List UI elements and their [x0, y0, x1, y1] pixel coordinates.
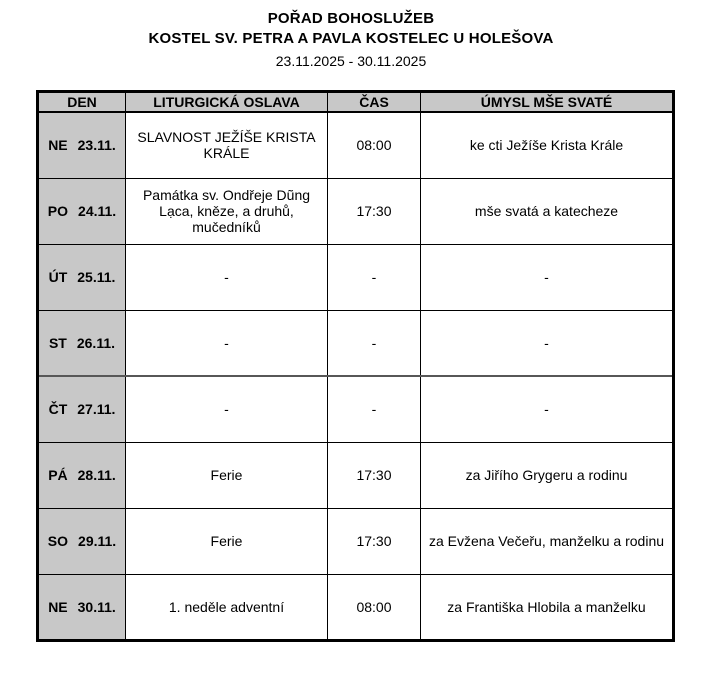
day-abbrev: PÁ [48, 467, 68, 483]
day-label [44, 137, 120, 153]
col-header-liturgicka-oslava: LITURGICKÁ OSLAVA [126, 92, 328, 113]
day-label [44, 599, 120, 615]
time-cell: 17:30 [328, 442, 421, 508]
celebration-cell: - [126, 244, 328, 310]
day-abbrev: PO [47, 203, 69, 219]
col-header-umysl: ÚMYSL MŠE SVATÉ [421, 92, 674, 113]
page-title: POŘAD BOHOSLUŽEB [267, 10, 435, 27]
time-cell: 17:30 [328, 508, 421, 574]
table-row [38, 178, 674, 244]
time-cell: - [328, 244, 421, 310]
day-label [44, 533, 120, 549]
day-date: 23.11. [77, 137, 116, 154]
day-abbrev: ÚT [48, 269, 68, 285]
day-cell [38, 574, 126, 640]
day-abbrev: SO [47, 533, 69, 549]
day-date: 30.11. [77, 598, 116, 615]
col-header-cas: ČAS [328, 92, 421, 113]
col-header-den: DEN [38, 92, 126, 113]
table-row [38, 376, 674, 442]
table-row [38, 112, 674, 178]
day-label [44, 269, 120, 285]
day-label [44, 401, 120, 417]
intention-cell: za Františka Hlobila a manželku [421, 574, 674, 640]
day-date: 29.11. [78, 533, 117, 549]
celebration-cell: SLAVNOST JEŽÍŠE KRISTA KRÁLE [126, 112, 328, 178]
day-label [44, 335, 120, 351]
day-date: 24.11. [78, 203, 117, 219]
day-cell [38, 244, 126, 310]
intention-cell: za Evžena Večeřu, manželku a rodinu [421, 508, 674, 574]
day-cell [38, 310, 126, 376]
day-date: 25.11. [77, 269, 116, 285]
day-abbrev: NE [48, 137, 68, 154]
time-cell: - [328, 310, 421, 376]
day-cell [38, 112, 126, 178]
day-label [44, 203, 120, 219]
intention-cell: za Jiřího Grygeru a rodinu [421, 442, 674, 508]
table-row [38, 442, 674, 508]
celebration-cell: - [126, 310, 328, 376]
time-cell: 08:00 [328, 112, 421, 178]
celebration-cell: Ferie [126, 442, 328, 508]
intention-cell: ke cti Ježíše Krista Krále [421, 112, 674, 178]
church-name: KOSTEL SV. PETRA A PAVLA KOSTELEC U HOLEŠOVA [148, 30, 554, 47]
celebration-cell: - [126, 376, 328, 442]
intention-cell: - [421, 310, 674, 376]
date-range: 23.11.2025 - 30.11.2025 [275, 53, 427, 69]
day-cell [38, 376, 126, 442]
day-abbrev: NE [48, 598, 68, 615]
celebration-cell: Památka sv. Ondřeje Dũng Lạca, kněze, a druhů, mučedníků [126, 178, 328, 244]
day-date: 27.11. [77, 401, 116, 418]
table-row [38, 310, 674, 376]
intention-cell: - [421, 376, 674, 442]
day-date: 28.11. [77, 467, 116, 483]
celebration-cell: Ferie [126, 508, 328, 574]
time-cell: - [328, 376, 421, 442]
time-cell: 17:30 [328, 178, 421, 244]
schedule-table [36, 90, 675, 642]
day-cell [38, 508, 126, 574]
day-cell [38, 442, 126, 508]
table-row [38, 508, 674, 574]
day-label [44, 467, 120, 483]
day-abbrev: ČT [48, 401, 68, 418]
table-row [38, 244, 674, 310]
time-cell: 08:00 [328, 574, 421, 640]
day-abbrev: ST [48, 334, 67, 351]
day-cell [38, 178, 126, 244]
table-header-row [38, 92, 674, 113]
intention-cell: mše svatá a katecheze [421, 178, 674, 244]
day-date: 26.11. [76, 334, 116, 351]
document-header [0, 0, 702, 70]
celebration-cell: 1. neděle adventní [126, 574, 328, 640]
table-row [38, 574, 674, 640]
intention-cell: - [421, 244, 674, 310]
